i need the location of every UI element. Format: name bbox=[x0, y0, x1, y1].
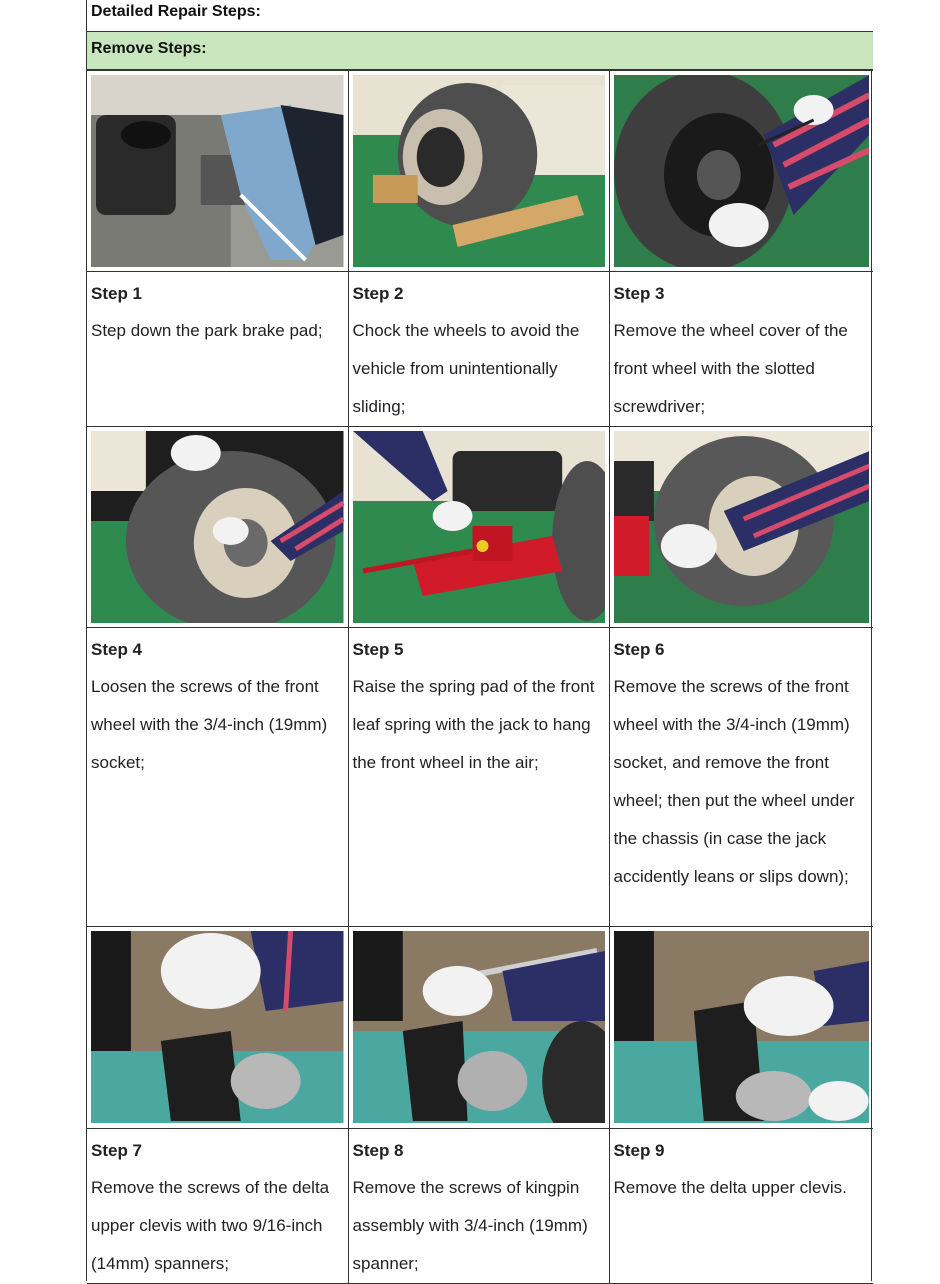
step-4-photo bbox=[87, 427, 348, 628]
step-6-label: Step 6 bbox=[613, 640, 665, 659]
step-8-photo bbox=[348, 927, 609, 1129]
step-7-label: Step 7 bbox=[91, 1141, 143, 1160]
section-title: Remove Steps: bbox=[87, 32, 873, 70]
step-9-cell bbox=[609, 1129, 873, 1284]
repair-document bbox=[86, 0, 872, 1281]
step-5-cell bbox=[348, 628, 609, 927]
step-6-cell bbox=[609, 628, 873, 927]
step-5-label: Step 5 bbox=[352, 640, 404, 659]
step-2-text: Chock the wheels to avoid the vehicle from unintentionally sliding; bbox=[352, 321, 580, 416]
step-3-photo bbox=[609, 71, 873, 272]
step-2-label: Step 2 bbox=[352, 284, 404, 303]
steps-grid bbox=[87, 70, 873, 1284]
step-1-label: Step 1 bbox=[91, 284, 143, 303]
step-2-photo bbox=[348, 71, 609, 272]
step-9-photo bbox=[609, 927, 873, 1129]
step-9-text: Remove the delta upper clevis. bbox=[613, 1178, 847, 1197]
step-8-cell bbox=[348, 1129, 609, 1284]
step-7-cell bbox=[87, 1129, 348, 1284]
step-4-label: Step 4 bbox=[91, 640, 143, 659]
step-6-text: Remove the screws of the front wheel with the 3/4-inch (19mm) socket, and remove the front wheel; then put the wheel under the chassis (in case the jack accidently leans or slips down); bbox=[613, 677, 855, 886]
step-9-label: Step 9 bbox=[613, 1141, 665, 1160]
step-8-text: Remove the screws of kingpin assembly with 3/4-inch (19mm) spanner; bbox=[352, 1178, 588, 1273]
step-7-text: Remove the screws of the delta upper clevis with two 9/16-inch (14mm) spanners; bbox=[91, 1178, 330, 1273]
step-1-text: Step down the park brake pad; bbox=[91, 321, 323, 340]
step-2-cell bbox=[348, 272, 609, 427]
step-1-cell bbox=[87, 272, 348, 427]
step-4-text: Loosen the screws of the front wheel with the 3/4-inch (19mm) socket; bbox=[91, 677, 328, 772]
step-5-text: Raise the spring pad of the front leaf spring with the jack to hang the front wheel in the air; bbox=[352, 677, 595, 772]
step-3-cell bbox=[609, 272, 873, 427]
step-4-cell bbox=[87, 628, 348, 927]
step-6-photo bbox=[609, 427, 873, 628]
step-1-photo bbox=[87, 71, 348, 272]
step-3-label: Step 3 bbox=[613, 284, 665, 303]
document-title: Detailed Repair Steps: bbox=[87, 0, 873, 32]
step-5-photo bbox=[348, 427, 609, 628]
step-3-text: Remove the wheel cover of the front wheel with the slotted screwdriver; bbox=[613, 321, 848, 416]
step-8-label: Step 8 bbox=[352, 1141, 404, 1160]
step-7-photo bbox=[87, 927, 348, 1129]
